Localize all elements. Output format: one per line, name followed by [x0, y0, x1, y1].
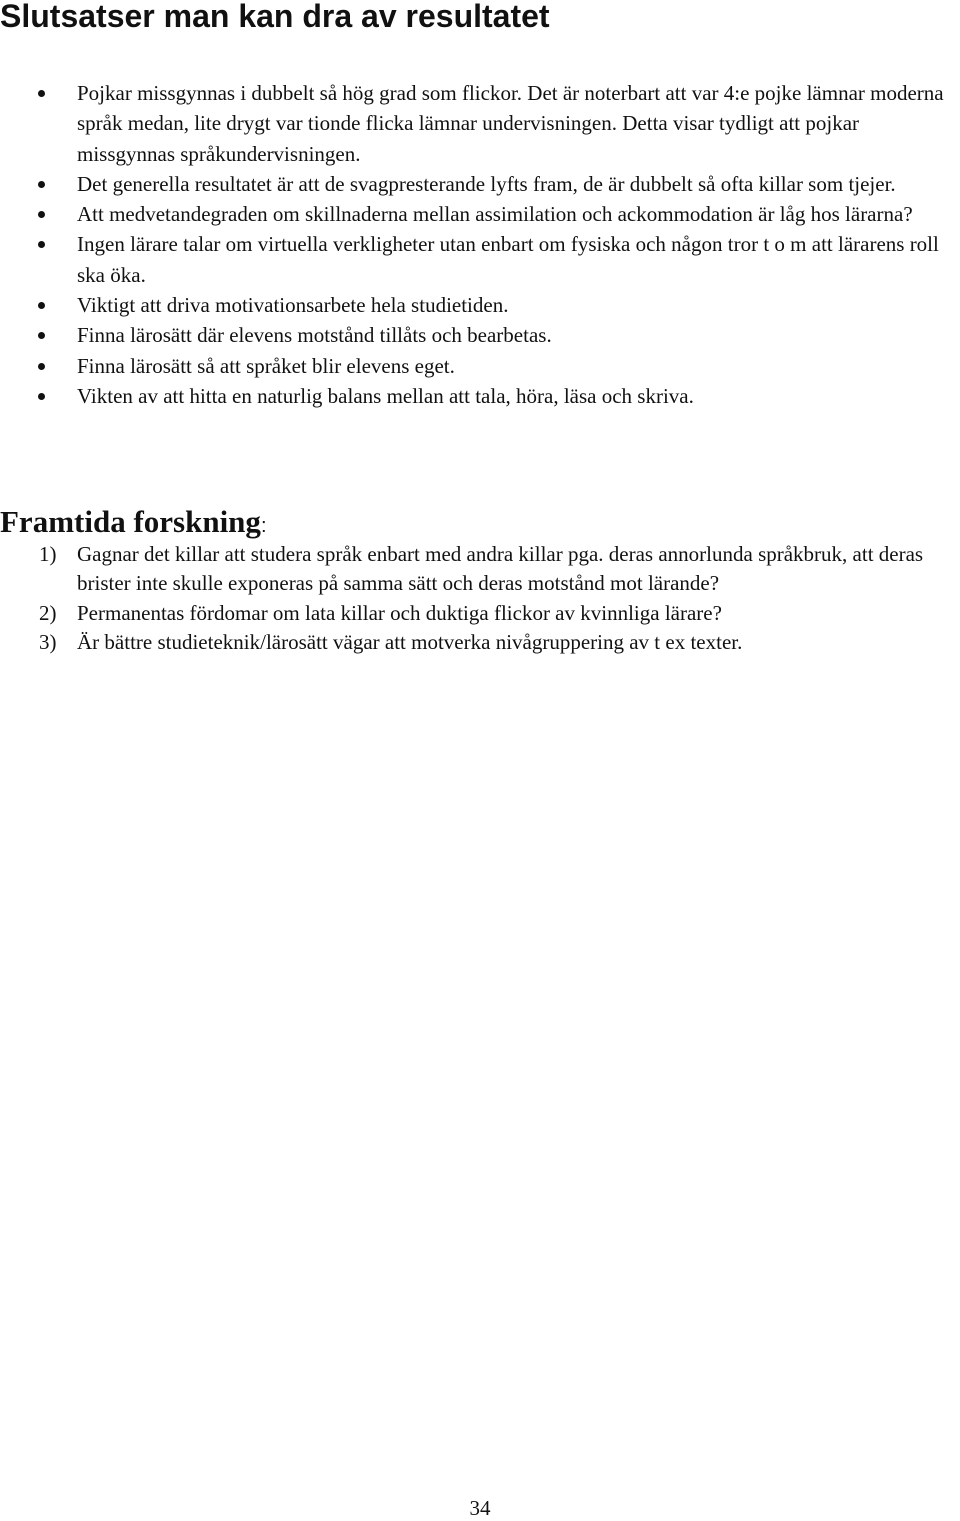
numbered-item: [0, 599, 960, 628]
bullet-icon: [38, 181, 45, 188]
section-heading-future-research: [0, 503, 267, 545]
numbered-item-text: Permanentas fördomar om lata killar och duktiga flickor av kvinnliga lärare?: [77, 600, 722, 625]
list-item: [0, 78, 960, 169]
section-heading-colon: :: [260, 515, 267, 537]
list-item: [0, 320, 960, 350]
list-item: [0, 229, 960, 290]
bullet-icon: [38, 302, 45, 309]
list-item-text: Pojkar missgynnas i dubbelt så hög grad som flickor. Det är noterbart att var 4:e pojke lämnar moderna språk medan, lite drygt var tionde flicka lämnar undervisningen. Detta visar tydligt att pojkar missgynnas språkundervisningen.: [77, 81, 944, 166]
list-item-text: Det generella resultatet är att de svagpresterande lyfts fram, de är dubbelt så ofta killar som tjejer.: [77, 171, 896, 196]
bullet-icon: [38, 332, 45, 339]
bullet-icon: [38, 211, 45, 218]
conclusions-list: [0, 78, 960, 411]
numbered-item: [0, 628, 960, 657]
list-item: [0, 290, 960, 320]
future-research-list: [0, 540, 960, 658]
list-item: [0, 169, 960, 199]
bullet-icon: [38, 393, 45, 400]
list-item: [0, 381, 960, 411]
bullet-icon: [38, 241, 45, 248]
list-item: [0, 199, 960, 229]
section-heading-text: Framtida forskning: [0, 504, 261, 539]
item-number: 2): [39, 600, 57, 625]
numbered-item-text: Gagnar det killar att studera språk enbart med andra killar pga. deras annorlunda språkbruk, att deras brister inte skulle exponeras på samma sätt och deras motstånd mot lärande?: [77, 542, 924, 596]
list-item-text: Att medvetandegraden om skillnaderna mellan assimilation och ackommodation är låg hos lärarna?: [77, 202, 913, 227]
list-item-text: Vikten av att hitta en naturlig balans mellan att tala, höra, läsa och skriva.: [77, 383, 694, 408]
numbered-item-text: Är bättre studieteknik/lärosätt vägar att motverka nivågruppering av t ex texter.: [77, 630, 743, 655]
list-item: [0, 351, 960, 381]
page-number: 34: [469, 1496, 491, 1520]
item-number: 3): [39, 630, 57, 655]
list-item-text: Ingen lärare talar om virtuella verkligheter utan enbart om fysiska och någon tror t o m att lärarens roll ska öka.: [77, 232, 939, 287]
page-title: Slutsatser man kan dra av resultatet: [0, 0, 550, 34]
list-item-text: Viktigt att driva motivationsarbete hela studietiden.: [77, 293, 509, 318]
list-item-text: Finna lärosätt så att språket blir elevens eget.: [77, 353, 455, 378]
item-number: 1): [39, 542, 57, 566]
numbered-item: [0, 540, 960, 599]
list-item-text: Finna lärosätt där elevens motstånd tillåts och bearbetas.: [77, 323, 552, 348]
bullet-icon: [38, 363, 45, 370]
bullet-icon: [38, 90, 45, 97]
